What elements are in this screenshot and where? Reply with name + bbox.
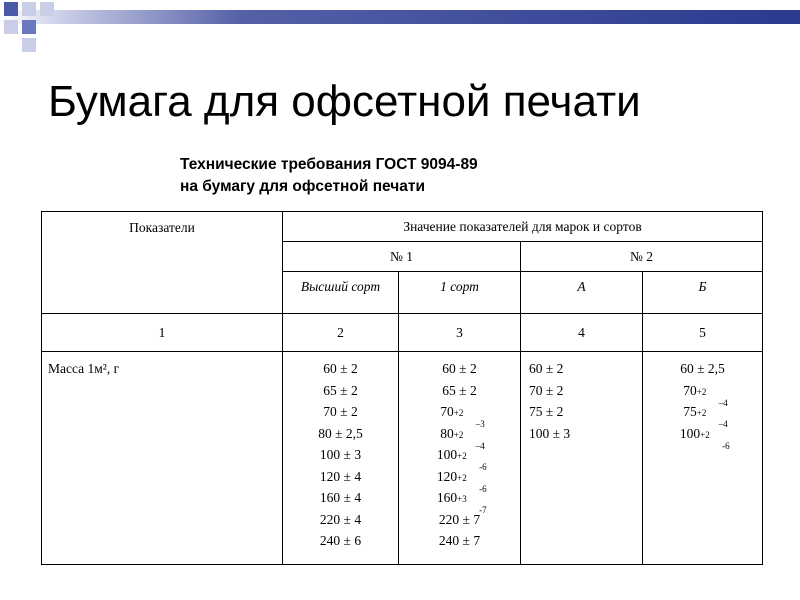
value-line	[399, 530, 520, 552]
value-base: 75	[683, 404, 697, 419]
row-label-mass: Масса 1м², г	[42, 352, 283, 565]
value-base: 240 ± 7	[438, 533, 481, 548]
value-line: 160 ± 4	[319, 490, 362, 505]
tolerance-lower: -7	[479, 505, 487, 515]
subtitle-line-2: на бумагу для офсетной печати	[180, 178, 426, 195]
tolerance-upper: +2	[453, 429, 464, 440]
value-base: 100	[436, 447, 458, 462]
tolerance-lower: –4	[475, 440, 485, 451]
tolerance-lower: -6	[722, 440, 730, 451]
tolerance-upper: +2	[696, 408, 707, 418]
header-values: Значение показателей для марок и сортов	[283, 212, 763, 242]
tolerance-upper: +3	[457, 494, 467, 504]
value-base: 80	[440, 425, 454, 441]
values-b	[643, 352, 763, 565]
tolerance-lower: -6	[479, 483, 487, 494]
tolerance-upper: +2	[453, 408, 464, 418]
tolerance-upper: +2	[696, 386, 707, 397]
value-line	[643, 423, 762, 451]
value-line	[399, 466, 520, 494]
value-line	[399, 380, 520, 402]
values-first	[399, 352, 521, 565]
decor-square-6	[22, 38, 36, 52]
value-base: 70	[683, 382, 697, 398]
decor-square-1	[4, 2, 18, 16]
tolerance-upper: +2	[457, 472, 467, 483]
value-line: 60 ± 2	[529, 361, 564, 376]
values-premium	[283, 352, 399, 565]
value-line	[643, 358, 762, 380]
value-line: 60 ± 2	[323, 361, 358, 376]
value-line: 70 ± 2	[323, 404, 358, 419]
value-line: 100 ± 3	[319, 447, 362, 462]
table-header-row	[42, 212, 763, 242]
value-line: 100 ± 3	[529, 425, 571, 441]
decor-square-2	[22, 2, 36, 16]
subtitle	[180, 154, 478, 198]
table-column-numbers-row	[42, 314, 763, 352]
value-base: 65 ± 2	[442, 382, 477, 398]
tolerance-upper: +2	[457, 451, 467, 461]
value-line: 65 ± 2	[323, 382, 358, 398]
tolerance-lower: -6	[479, 462, 487, 472]
column-number-2: 2	[283, 314, 399, 352]
value-line	[643, 380, 762, 408]
grade-premium: Высший сорт	[283, 272, 399, 314]
value-line	[643, 401, 762, 429]
value-line: 75 ± 2	[529, 404, 564, 419]
decor-square-4	[4, 20, 18, 34]
value-line	[399, 401, 520, 429]
decor-square-5	[22, 20, 36, 34]
requirements-table	[41, 211, 763, 565]
value-line: 70 ± 2	[529, 382, 564, 398]
value-line	[399, 509, 520, 531]
tolerance-lower: –4	[718, 419, 728, 429]
tolerance-lower: –3	[475, 419, 485, 429]
value-line: 120 ± 4	[319, 468, 362, 484]
header-mark-1: № 1	[283, 242, 521, 272]
value-line: 220 ± 4	[319, 511, 362, 527]
grade-b: Б	[643, 272, 763, 314]
table-data-row	[42, 352, 763, 565]
decor-square-3	[40, 2, 54, 16]
grade-a: А	[521, 272, 643, 314]
column-number-5: 5	[643, 314, 763, 352]
column-number-4: 4	[521, 314, 643, 352]
value-base: 160	[436, 490, 458, 505]
value-line	[399, 487, 520, 515]
header-band	[0, 10, 800, 24]
value-line	[399, 358, 520, 380]
column-number-3: 3	[399, 314, 521, 352]
value-base: 220 ± 7	[438, 511, 481, 527]
column-number-1: 1	[42, 314, 283, 352]
header-mark-2: № 2	[521, 242, 763, 272]
value-line: 240 ± 6	[319, 533, 362, 548]
subtitle-line-1: Технические требования ГОСТ 9094-89	[180, 156, 478, 173]
value-base: 70	[440, 404, 454, 419]
tolerance-upper: +2	[700, 429, 710, 440]
value-base: 60 ± 2	[442, 361, 477, 376]
value-line: 80 ± 2,5	[318, 425, 363, 441]
header-indicators: Показатели	[42, 212, 283, 314]
slide-title: Бумага для офсетной печати	[48, 77, 641, 126]
grade-first: 1 сорт	[399, 272, 521, 314]
values-a	[521, 352, 643, 565]
value-line	[399, 444, 520, 472]
value-base: 120	[436, 468, 458, 484]
value-base: 100	[679, 425, 701, 441]
tolerance-lower: –4	[718, 397, 728, 408]
value-line	[399, 423, 520, 451]
value-base: 60 ± 2,5	[680, 361, 725, 376]
